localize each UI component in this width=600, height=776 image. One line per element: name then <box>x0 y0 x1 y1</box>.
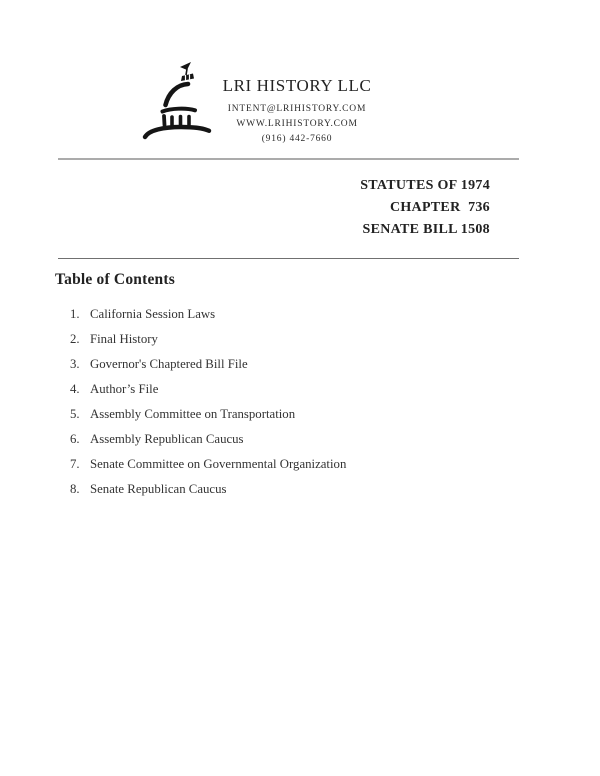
toc-item-label: Author’s File <box>90 382 159 396</box>
toc-item <box>0 452 600 477</box>
toc-item-number: 3. <box>70 357 80 371</box>
toc-item-number: 1. <box>70 307 80 321</box>
company-name: LRI HISTORY LLC <box>222 76 372 95</box>
left-column <box>164 116 165 125</box>
divider-top <box>58 158 519 160</box>
toc-item-label: Senate Committee on Governmental Organization <box>90 457 347 471</box>
flag-pole <box>186 69 187 75</box>
toc-item <box>0 402 600 427</box>
company-email: INTENT@LRIHISTORY.COM <box>227 104 367 114</box>
company-website: WWW.LRIHISTORY.COM <box>236 119 358 129</box>
toc-item-label: Governor's Chaptered Bill File <box>90 357 248 371</box>
toc-item <box>0 427 600 452</box>
statutes-line: STATUTES OF 1974 <box>360 178 490 193</box>
toc-item-number: 4. <box>70 382 80 396</box>
toc-item-number: 6. <box>70 432 80 446</box>
toc-item-number: 5. <box>70 407 80 421</box>
toc-item-label: Senate Republican Caucus <box>90 482 227 496</box>
toc-item <box>0 327 600 352</box>
company-phone: (916) 442-7660 <box>261 134 333 144</box>
capitol-dome-logo-icon <box>138 61 218 141</box>
toc-list <box>0 302 600 502</box>
chapter-line: CHAPTER 736 <box>389 200 490 215</box>
base-swoosh <box>145 127 209 137</box>
toc-item <box>0 302 600 327</box>
toc-item <box>0 352 600 377</box>
flag-pennant <box>180 62 191 70</box>
divider-bottom <box>58 258 519 259</box>
letterhead-text <box>207 76 387 147</box>
cornice <box>163 109 196 112</box>
toc-item-number: 7. <box>70 457 80 471</box>
toc-item <box>0 377 600 402</box>
toc-item-number: 2. <box>70 332 80 346</box>
senate-bill-line: SENATE BILL 1508 <box>362 222 490 237</box>
cupola <box>181 74 194 82</box>
bill-reference-block <box>360 175 490 241</box>
toc-item <box>0 477 600 502</box>
toc-title: Table of Contents <box>55 271 175 288</box>
toc-item-label: Final History <box>90 332 158 346</box>
toc-item-label: Assembly Republican Caucus <box>90 432 244 446</box>
toc-item-number: 8. <box>70 482 80 496</box>
toc-item-label: Assembly Committee on Transportation <box>90 407 296 421</box>
dome-arc <box>166 84 189 105</box>
toc-item-label: California Session Laws <box>90 307 216 321</box>
